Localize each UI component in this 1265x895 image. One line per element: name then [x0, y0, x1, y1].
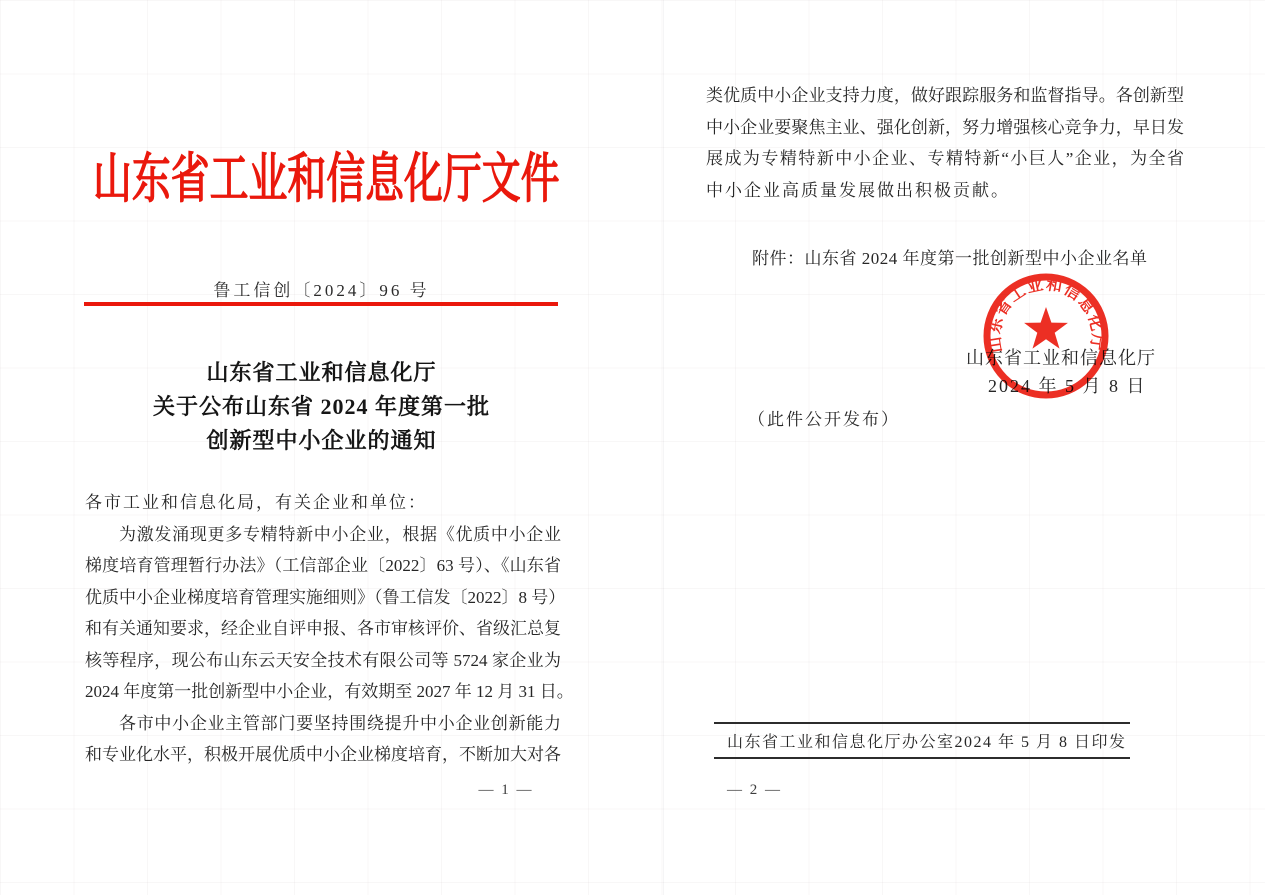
body-line: 中小企业要聚焦主业、强化创新，努力增强核心竞争力，早日发: [706, 117, 1184, 137]
body-line: 各市中小企业主管部门要坚持围绕提升中小企业创新能力: [119, 713, 561, 733]
star-icon: [1024, 307, 1068, 349]
document-number: 鲁工信创〔2024〕96 号: [213, 281, 430, 300]
page2-body: [706, 80, 1184, 206]
issuing-authority-signature: 山东省工业和信息化厅: [966, 348, 1156, 368]
title-line-1: 山东省工业和信息化厅: [206, 360, 437, 385]
body-line: 展成为专精特新中小企业、专精特新“小巨人”企业，为全省: [706, 149, 1184, 168]
body-line: 核等程序，现公布山东云天安全技术有限公司等 5724 家企业为: [85, 650, 561, 670]
footer-divider-bottom: [714, 757, 1130, 759]
public-release-note: （此件公开发布）: [748, 410, 900, 429]
official-red-seal: [978, 268, 1118, 408]
salutation-line: 各市工业和信息化局，有关企业和单位：: [85, 493, 427, 512]
page1-body: [85, 487, 574, 771]
seal-arc-text: 山东省工业和信息化厅: [986, 276, 1106, 354]
body-line: 类优质中小企业支持力度，做好跟踪服务和监督指导。各创新型: [706, 86, 1184, 105]
page-number-2: — 2 —: [727, 782, 782, 798]
body-line: 优质中小企业梯度培育管理实施细则》（鲁工信发〔2022〕8 号）: [85, 587, 566, 607]
body-line: 和有关通知要求，经企业自评申报、各市审核评价、省级汇总复: [85, 619, 561, 638]
body-line: 梯度培育管理暂行办法》（工信部企业〔2022〕63 号）、《山东省: [85, 556, 561, 575]
footer-print-date: 2024 年 5 月 8 日印发: [954, 734, 1127, 751]
body-line: 2024 年度第一批创新型中小企业，有效期至 2027 年 12 月 31 日。: [85, 682, 574, 701]
page2-footer: [714, 722, 1130, 759]
red-divider-line: [84, 302, 558, 306]
body-line: 中小企业高质量发展做出积极贡献。: [706, 180, 1010, 200]
document-title: [85, 356, 558, 458]
page-number-1: — 1 —: [478, 782, 534, 798]
red-letterhead-title: 山东省工业和信息化厅文件: [93, 149, 560, 209]
page-divider: [663, 0, 664, 895]
title-line-3: 创新型中小企业的通知: [206, 428, 437, 453]
body-line: 和专业化水平，积极开展优质中小企业梯度培育，不断加大对各: [85, 745, 561, 764]
signature-date: 2024 年 5 月 8 日: [988, 376, 1147, 396]
title-line-2: 关于公布山东省 2024 年度第一批: [152, 394, 490, 419]
attachment-line: 附件：山东省 2024 年度第一批创新型中小企业名单: [752, 249, 1148, 268]
footer-office: 山东省工业和信息化厅办公室: [727, 734, 955, 751]
body-line: 为激发涌现更多专精特新中小企业，根据《优质中小企业: [119, 524, 561, 544]
